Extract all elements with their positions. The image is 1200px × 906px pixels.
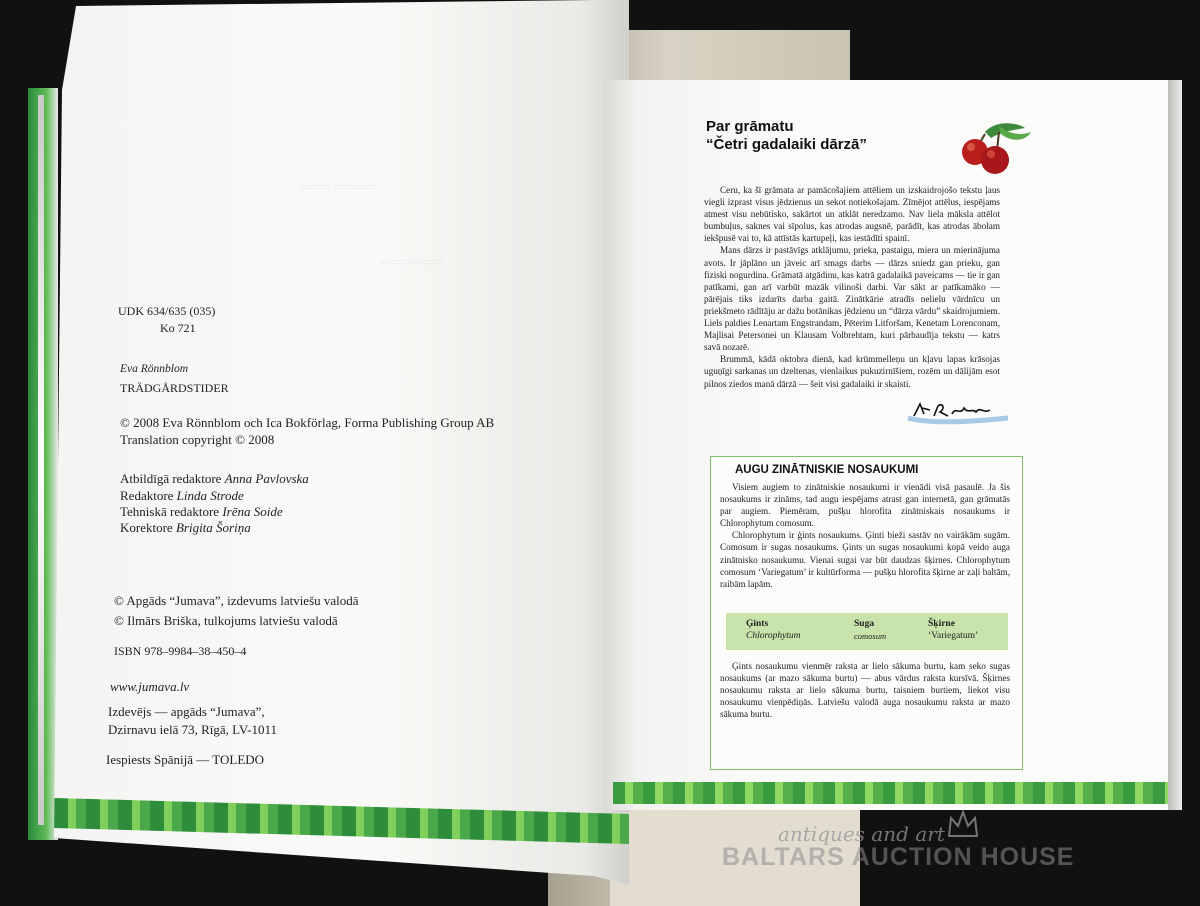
names-table [726, 613, 1008, 650]
names-table-col [928, 618, 978, 642]
translation-copyright: Translation copyright © 2008 [120, 432, 275, 447]
copyright-line: © 2008 Eva Rönnblom och Ica Bokförlag, Forma Publishing Group AB [120, 415, 495, 430]
credit-line [120, 487, 244, 504]
intro-paragraph: Brummā, kādā oktobra dienā, kad krūmmelleņu un kļavu lapas krāsojas uguņīgi sarkanas un dzeltenas, vienlaikus pukuzirnīšiem, rozēm un dālijām esot pilnos ziedos manā dārzā — šeit visi gadalaiki ir skaisti. [704, 354, 1000, 389]
original-author: Eva Rönnblom [120, 363, 189, 375]
names-table-col [854, 618, 886, 642]
watermark-tagline: antiques and art [778, 822, 945, 846]
credit-line [120, 519, 251, 536]
box-title: AUGU ZINĀTNISKIE NOSAUKUMI [735, 464, 919, 476]
intro-text [704, 184, 1000, 390]
intro-paragraph: Mans dārzs ir pastāvīgs atklājumu, prieka, pastaigu, miera un mierinājuma avots. Ir jāplāno un jāveic arī smags darbs — dārzs sniedz gan prieku, gan fiziski nogurdina. Grāmatā atgādinu, kas katrā gadalaikā paveicams — tie ir gan patīkami, gan arī varbūt mazāk vilinoši darbi. Var sākt ar patīkamāko — pārējais tiks izdarīts darba gaitā. Zinātkārie atradīs nelielu vārdnīcu un priekšmeto rādītāju ar dažu botānikas jēdzienu un “dārza vārdu” skaidrojumiem. Liels paldies Lenartam Engstrandam, Pēterim Litforšam, Kenetam Lorenconam, Majlisai Petersonei un Klausam Volbrehtam, kuri pārbaudīja tekstu — katrs savā nozarē. [704, 245, 1000, 353]
box-paragraph-2: Chlorophytum ir ģints nosaukums. Ģinti bieži sastāv no vairākām sugām. Comosum ir sugas nosaukums. Ģints un sugas nosaukumi kopā veido auga zinātnisko nosaukumu. Vienai sugai var būt daudzas šķirnes. Chlorophytum comosum ‘Variegatum’ ir kultūrforma — pušķu hlorofita šķirne ar zaļi baltām, raibām lapām. [720, 530, 1010, 589]
names-table-value: ‘Variegatum’ [928, 631, 979, 641]
credit-name: Anna Pavlovska [224, 471, 309, 486]
watermark-brand: BALTARS AUCTION HOUSE [722, 843, 1075, 871]
names-table-value: comosum [854, 631, 887, 641]
original-title: TRÄDGÅRDSTIDER [120, 381, 229, 395]
names-table-value: Chlorophytum [746, 631, 801, 641]
names-table-head: Šķirne [928, 619, 955, 629]
isbn: ISBN 978–9984–38–450–4 [114, 644, 247, 658]
publisher-name: Izdevējs — apgāds “Jumava”, [108, 704, 265, 719]
credit-role: Redaktore [120, 488, 174, 503]
crown-icon [945, 808, 981, 842]
names-table-head: Ģints [746, 619, 769, 629]
page-title-line: Par grāmatu [706, 118, 794, 135]
names-table-col [746, 618, 801, 642]
credit-name: Linda Strode [176, 488, 244, 503]
credit-role: Atbildīgā redaktore [120, 471, 222, 486]
credit-line [120, 503, 283, 520]
left-page-grass-band [54, 798, 629, 844]
book-cover-stripe [38, 95, 44, 825]
box-paragraph-1: Visiem augiem to zinātniskie nosaukumi ir vienādi visā pasaulē. Ja šis nosaukums ir zināms, tad augu iespējams atrast gan internetā, gan grāmatās par augiem. Piemēram, pušķu hlorofita zinātniskais nosaukums ir Chlorophytum comosum. [720, 482, 1010, 529]
publisher-rights: © Apgāds “Jumava”, izdevums latviešu valodā [114, 593, 359, 608]
show-through-text: ▭▭▭ ▭▭▭▭ [300, 181, 376, 193]
translator-rights: © Ilmārs Briška, tulkojums latviešu valodā [114, 613, 338, 628]
right-page-grass-band [613, 782, 1168, 804]
names-table-head: Suga [854, 619, 875, 629]
printed-in: Iespiests Spānijā — TOLEDO [106, 752, 265, 767]
publisher-address: Dzirnavu ielā 73, Rīgā, LV-1011 [108, 722, 277, 737]
right-page-edge [1168, 80, 1182, 810]
apples-illustration [955, 120, 1035, 180]
box-paragraph-3: Ģints nosaukumu vienmēr raksta ar lielo sākuma burtu, kam seko sugas nosaukums (ar mazo sākuma burtu) — abus vārdus raksta kursīvā. Šķirnes nosaukumu raksta ar lielo sākuma burtu, taisniem burtiem, liekot visu nosaukumu vienpēdiņās. Latviešu valodā auga nosaukumu raksta ar mazo sākuma burtu. [720, 661, 1010, 720]
credit-name: Irēna Soide [222, 504, 283, 519]
credit-role: Tehniskā redaktore [120, 504, 220, 519]
credit-role: Korektore [120, 520, 173, 535]
udk-code: UDK 634/635 (035) [118, 304, 216, 318]
author-signature [900, 398, 1012, 426]
publisher-website: www.jumava.lv [110, 679, 190, 694]
box-paragraph [720, 660, 1010, 720]
page-title-line: “Četri gadalaiki dārzā” [706, 136, 867, 153]
credit-name: Brigita Šoriņa [175, 520, 251, 535]
page-title [706, 118, 867, 154]
box-paragraph [720, 481, 1010, 590]
show-through-text: ▭▭▭▭▭▭ [380, 256, 443, 268]
intro-paragraph: Ceru, ka šī grāmata ar pamācošajiem attēliem un izskaidrojošo tekstu ļaus viegli izprast visus jēdzienus un sekot notiekošajam. Zīmējot attēlus, iespējams atmest visu nebūtisko, sakārtot un atklāt neredzamo. Nav liela māksla attēlot bumbuļus, saknes vai sīpolus, kas atrodas augsnē, parādīt, kas atrodas ābolam iekšpusē vai to, kā attīstās kartupeļi, kas iestādīti spainī. [704, 185, 1000, 244]
udk-sub-code: Ko 721 [160, 321, 196, 335]
credit-line [120, 470, 309, 487]
